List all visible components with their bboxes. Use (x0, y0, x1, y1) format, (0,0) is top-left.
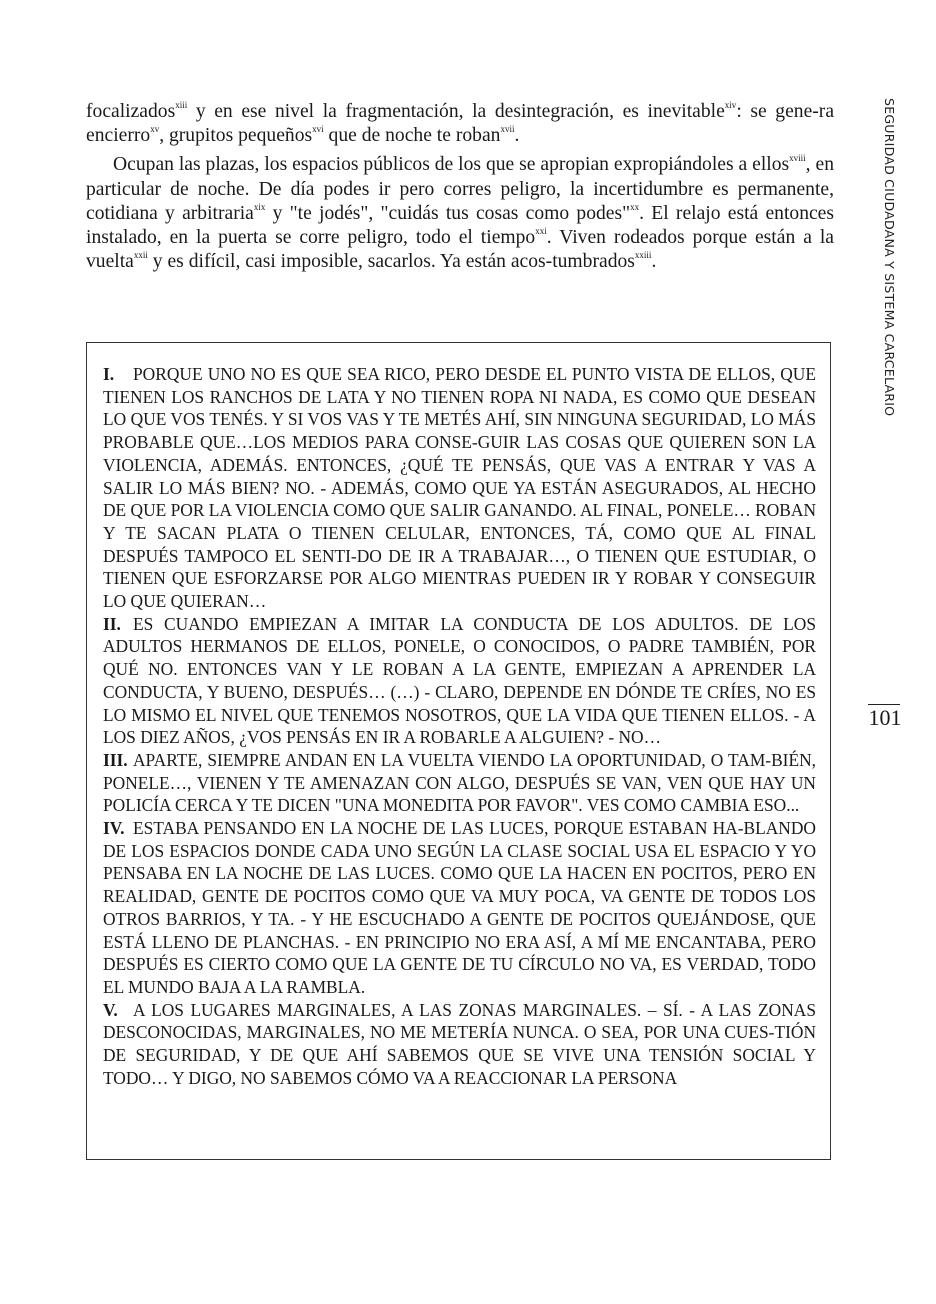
body-text (86, 100, 834, 274)
quote-text: PORQUE UNO NO ES QUE SEA RICO, PERO DESDE EL PUNTO VISTA DE ELLOS, QUE TIENEN LOS RANCHOS DE LATA Y NO TIENEN ROPA NI NADA, ES COMO QUE DESEAN LO QUE VOS TENÉS. Y SI VOS VAS Y TE METÉS AHÍ, SIN NINGUNA SEGURIDAD, LO MÁS PROBABLE QUE…LOS MEDIOS PARA CONSE-GUIR LAS COSAS QUE QUIEREN SON LA VIOLENCIA, ADEMÁS. ENTONCES, ¿QUÉ TE PENSÁS, QUE VAS A ENTRAR Y VAS A SALIR LO MÁS BIEN? NO. - ADEMÁS, COMO QUE YA ESTÁN ASEGURADOS, AL HECHO DE QUE POR LA VIOLENCIA COMO QUE SALIR GANANDO. AL FINAL, PONELE… ROBAN Y TE SACAN PLATA O TIENEN CELULAR, ENTONCES, TÁ, COMO QUE AL FINAL DESPUÉS TAMPOCO EL SENTI-DO DE IR A TRABAJAR…, O TIENEN QUE ESTUDIAR, O TIENEN QUE ESFORZARSE POR ALGO MIENTRAS PUEDEN IR Y ROBAR Y CONSEGUIR LO QUE QUIERAN… (103, 364, 817, 612)
running-header: SEGURIDAD CIUDADANA Y SISTEMA CARCELARIO (882, 98, 897, 417)
endnote-ref[interactable]: xvii (500, 124, 515, 135)
text-run: , grupitos pequeños (159, 125, 313, 147)
text-run: . El relajo está entonces instalado, en la puerta se corre peligro, todo el tiempo (86, 202, 835, 249)
text-run: . Viven rodeados porque están a la vuelta (86, 227, 834, 273)
endnote-ref[interactable]: xxii (133, 250, 148, 261)
paragraph-1 (86, 100, 834, 148)
quote-item (103, 817, 816, 999)
endnote-ref[interactable]: xviii (789, 153, 806, 164)
endnote-ref[interactable]: xix (253, 201, 266, 212)
text-run: , en particular de noche. De día podes ir pero corres peligro, la incertidumbre es permanente, cotidiana y arbitraria (86, 154, 834, 224)
quote-text: ES CUANDO EMPIEZAN A IMITAR LA CONDUCTA DE LOS ADULTOS. DE LOS ADULTOS HERMANOS DE ELLOS, PONELE, O CONOCIDOS, O PADRE TAMBIÉN, POR QUÉ NO. ENTONCES VAN Y LE ROBAN A LA GENTE, EMPIEZAN A APRENDER LA CONDUCTA, Y BUENO, DESPUÉS… (…) - CLARO, DEPENDE EN DÓNDE TE CRÍES, NO ES LO MISMO EL NIVEL QUE TENEMOS NOSOTROS, QUE LA VIDA QUE TIENEN ELLOS. - A LOS DIEZ AÑOS, ¿VOS PENSÁS EN IR A ROBARLE A ALGUIEN? - NO… (103, 613, 816, 748)
quote-text: A LOS LUGARES MARGINALES, A LAS ZONAS MARGINALES. – SÍ. - A LAS ZONAS DESCONOCIDAS, MARGINALES, NO ME METERÍA NUNCA. O SEA, POR UNA CUES-TIÓN DE SEGURIDAD, Y DE QUE AHÍ SABEMOS QUE SE VIVE UNA TENSIÓN SOCIAL Y TODO… Y DIGO, NO SABEMOS CÓMO VA A REACCIONAR LA PERSONA (103, 999, 816, 1088)
endnote-ref[interactable]: xxiii (634, 250, 652, 261)
text-run: que de noche te roban (323, 125, 501, 147)
quote-item (103, 363, 816, 613)
quote-item (103, 613, 816, 749)
quote-number: I. (103, 364, 115, 384)
page-number: 101 (868, 705, 902, 730)
endnote-ref[interactable]: xxi (535, 226, 547, 237)
interview-quotes-box (86, 342, 831, 1160)
text-run: y es difícil, casi imposible, sacarlos. Ya están acos-tumbrados (147, 251, 635, 273)
text-run: . (514, 125, 520, 147)
text-run: y en ese nivel la fragmentación, la desintegración, es inevitable (187, 101, 725, 122)
quotes-list (103, 363, 816, 1090)
endnote-ref[interactable]: xv (150, 124, 160, 135)
endnote-ref[interactable]: xx (630, 201, 640, 212)
quote-number: V. (103, 999, 118, 1020)
quote-text: APARTE, SIEMPRE ANDAN EN LA VUELTA VIENDO LA OPORTUNIDAD, O TAM-BIÉN, PONELE…, VIENEN Y TE AMENAZAN CON ALGO, DESPUÉS SE VAN, VEN QUE HAY UN POLICÍA CERCA Y TE DICEN "UNA MONEDITA POR FAVOR". VES COMO CAMBIA ESO... (103, 749, 816, 816)
text-run: . (651, 251, 657, 273)
quote-number: III. (103, 749, 128, 770)
text-run: y "te jodés", "cuidás tus cosas como podes" (265, 202, 631, 224)
quote-text: ESTABA PENSANDO EN LA NOCHE DE LAS LUCES, PORQUE ESTABAN HA-BLANDO DE LOS ESPACIOS DONDE CADA UNO SEGÚN LA CLASE SOCIAL USA EL ESPACIO Y YO PENSABA EN LA NOCHE DE LAS LUCES. COMO QUE LA HACEN EN POCITOS, PERO EN REALIDAD, GENTE DE POCITOS COMO QUE VA MUY POCA, VA GENTE DE TODOS LOS OTROS BARRIOS, Y TA. - Y HE ESCUCHADO A GENTE DE POCITOS QUEJÁNDOSE, QUE ESTÁ LLENO DE PLANCHAS. - EN PRINCIPIO NO ERA ASÍ, A MÍ ME ENCANTABA, PERO DESPUÉS ES CIERTO COMO QUE LA GENTE DE TU CÍRCULO NO VA, ES VERDAD, TODO EL MUNDO BAJA A LA RAMBLA. (103, 818, 816, 997)
endnote-ref[interactable]: xiii (175, 100, 188, 110)
paragraph-2 (86, 153, 834, 274)
text-run: : se gene-ra encierro (86, 101, 835, 147)
quote-number: II. (103, 613, 121, 634)
quote-item (103, 999, 816, 1090)
text-run: focalizados (86, 101, 176, 122)
text-run: Ocupan las plazas, los espacios públicos de los que se apropian expropiándoles a ellos (113, 154, 790, 176)
quote-item (103, 749, 816, 817)
quote-number: IV. (103, 818, 125, 839)
endnote-ref[interactable]: xiv (724, 100, 737, 110)
endnote-ref[interactable]: xvi (312, 124, 324, 135)
